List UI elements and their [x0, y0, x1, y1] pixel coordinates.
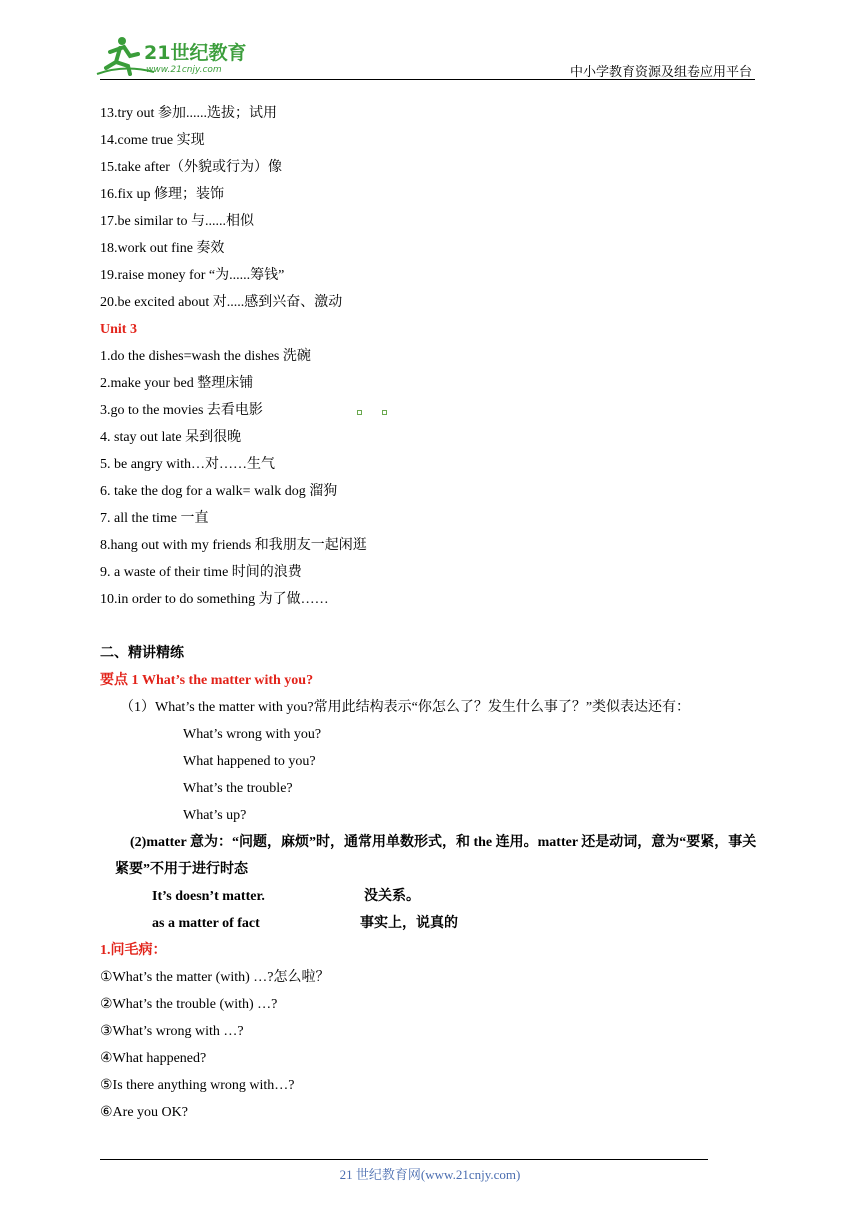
point-1-heading: 要点 1 What’s the matter with you? — [100, 673, 314, 688]
phrase-13: 13.try out 参加......选拔；试用 — [100, 106, 277, 121]
spacer — [100, 613, 760, 640]
ask-item: ①What’s the matter (with) …?怎么啦？ — [100, 970, 330, 985]
svg-text:21世纪教育: 21世纪教育 — [144, 42, 247, 64]
explanation-2: (2)matter 意为：“问题，麻烦”时，通常用单数形式，和 the 连用。matter 还是动词，意为“要紧，事关紧要”不用于进行时态 — [115, 835, 757, 877]
phrase-14: 14.come true 实现 — [100, 133, 205, 148]
decorative-mark — [382, 410, 387, 415]
example-chinese: 没关系。 — [364, 889, 420, 904]
phrase-17: 17.be similar to 与......相似 — [100, 214, 254, 229]
site-logo — [94, 34, 264, 78]
ask-item: ②What’s the trouble (with) …? — [100, 997, 278, 1012]
unit3-phrase-6: 6. take the dog for a walk= walk dog 溜狗 — [100, 484, 338, 499]
example-english: as a matter of fact — [152, 916, 260, 931]
unit3-phrase-8: 8.hang out with my friends 和我朋友一起闲逛 — [100, 538, 367, 553]
example-chinese: 事实上，说真的 — [360, 916, 458, 931]
phrase-18: 18.work out fine 奏效 — [100, 241, 225, 256]
unit3-phrase-10: 10.in order to do something 为了做…… — [100, 592, 329, 607]
example-row — [100, 910, 760, 937]
similar-expression: What’s the trouble? — [183, 781, 293, 796]
unit3-phrase-2: 2.make your bed 整理床铺 — [100, 376, 254, 391]
unit3-phrase-3: 3.go to the movies 去看电影 — [100, 403, 263, 418]
unit3-phrase-5: 5. be angry with…对……生气 — [100, 457, 275, 472]
phrase-15: 15.take after（外貌或行为）像 — [100, 160, 282, 175]
ask-illness-heading: 1.问毛病： — [100, 943, 167, 958]
unit-3-heading: Unit 3 — [100, 322, 137, 337]
unit3-phrase-4: 4. stay out late 呆到很晚 — [100, 430, 242, 445]
document-body — [100, 100, 760, 1126]
similar-expression: What happened to you? — [183, 754, 316, 769]
phrase-19: 19.raise money for “为......筹钱” — [100, 268, 285, 283]
ask-item: ④What happened? — [100, 1051, 207, 1066]
unit3-phrase-7: 7. all the time 一直 — [100, 511, 209, 526]
decorative-mark — [357, 410, 362, 415]
similar-expression: What’s up? — [183, 808, 247, 823]
phrase-16: 16.fix up 修理；装饰 — [100, 187, 225, 202]
footer-link[interactable]: 21 世纪教育网(www.21cnjy.com) — [339, 1167, 521, 1182]
phrase-20: 20.be excited about 对.....感到兴奋、激动 — [100, 295, 343, 310]
unit3-phrase-1: 1.do the dishes=wash the dishes 洗碗 — [100, 349, 311, 364]
explanation-1: （1）What’s the matter with you?常用此结构表示“你怎么了？发生什么事了？”类似表达还有： — [120, 700, 691, 715]
ask-item: ⑥Are you OK? — [100, 1105, 188, 1120]
section-2-heading: 二、精讲精练 — [100, 646, 184, 661]
ask-item: ⑤Is there anything wrong with…? — [100, 1078, 295, 1093]
unit3-phrase-9: 9. a waste of their time 时间的浪费 — [100, 565, 302, 580]
example-english: It’s doesn’t matter. — [152, 889, 265, 904]
platform-name: 中小学教育资源及组卷应用平台 — [570, 64, 753, 79]
similar-expression: What’s wrong with you? — [183, 727, 322, 742]
footer-divider — [100, 1159, 708, 1160]
svg-text:www.21cnjy.com: www.21cnjy.com — [146, 65, 222, 75]
example-row — [100, 883, 760, 910]
ask-item: ③What’s wrong with …? — [100, 1024, 244, 1039]
header-divider — [100, 79, 755, 80]
